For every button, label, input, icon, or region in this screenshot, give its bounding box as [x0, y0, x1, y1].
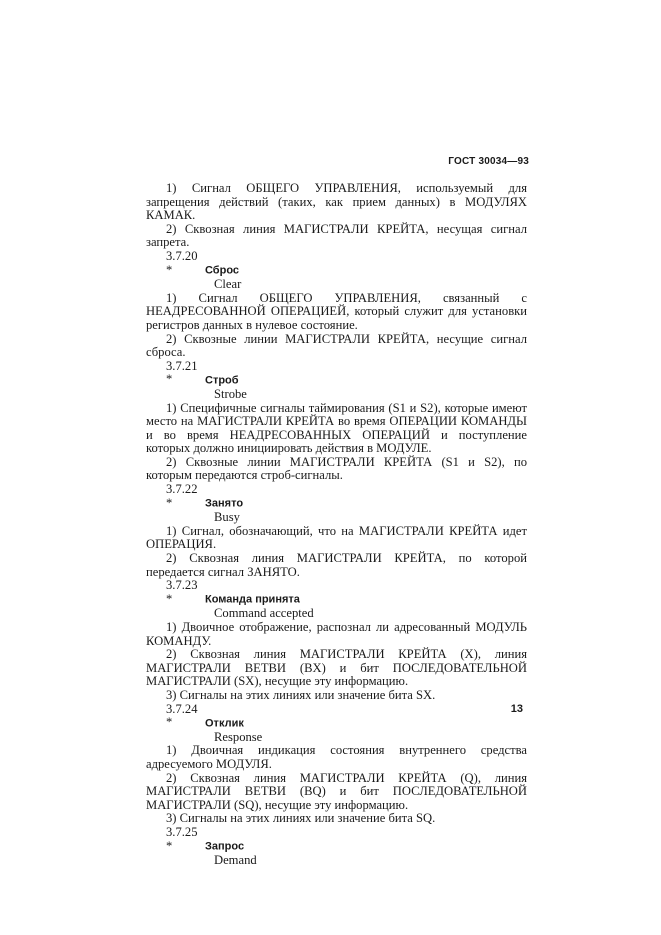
term-number: 3.7.25 *	[166, 824, 198, 853]
paragraph: 2) Сквозные линии МАГИСТРАЛИ КРЕЙТА (S1 и S2), по которым передаются строб-сигналы.	[146, 454, 527, 483]
term-number: 3.7.21 *	[166, 358, 198, 387]
term-english: Clear	[214, 277, 242, 292]
paragraph: 1) Специфичные сигналы таймирования (S1 и S2), которые имеют место на МАГИСТРАЛИ КРЕЙТА во время ОПЕРАЦИИ КОМАНДЫ и во время НЕАДРЕСОВАННЫХ ОПЕРАЦИЙ и поступление которых должно инициировать действия в МОДУЛЕ.	[146, 400, 527, 456]
term-heading	[146, 360, 527, 388]
term-number: 3.7.24 *	[166, 701, 198, 730]
term-heading	[146, 579, 527, 607]
term-heading	[146, 250, 527, 278]
term-number: 3.7.22 *	[166, 482, 198, 510]
paragraph: 2) Сквозная линия МАГИСТРАЛИ КРЕЙТА (X), линия МАГИСТРАЛИ ВЕТВИ (BX) и бит ПОСЛЕДОВАТЕЛЬНОЙ МАГИСТРАЛИ (SX), несущие эту информацию.	[146, 647, 527, 689]
paragraph: 3) Сигналы на этих линиях или значение бита SQ.	[166, 811, 436, 826]
document-header: ГОСТ 30034—93	[448, 156, 529, 167]
term-english: Demand	[214, 853, 257, 868]
document-body	[146, 182, 527, 868]
term-title: Сброс	[205, 264, 240, 277]
term-heading	[146, 826, 527, 854]
page-number: 13	[510, 703, 523, 715]
paragraph: 2) Сквозные линии МАГИСТРАЛИ КРЕЙТА, несущие сигнал сброса.	[146, 331, 527, 360]
term-number: 3.7.23 *	[166, 578, 198, 606]
paragraph: 2) Сквозная линия МАГИСТРАЛИ КРЕЙТА (Q), линия МАГИСТРАЛИ ВЕТВИ (BQ) и бит ПОСЛЕДОВАТЕЛЬНОЙ МАГИСТРАЛИ (SQ), несущие эту информацию.	[146, 770, 527, 812]
term-title: Занято	[205, 497, 244, 510]
term-heading	[146, 703, 527, 731]
term-title: Строб	[205, 374, 239, 387]
term-english: Busy	[214, 510, 240, 525]
paragraph: 1) Сигнал ОБЩЕГО УПРАВЛЕНИЯ, используемый для запрещения действий (таких, как прием данных) в МОДУЛЯХ КАМАК.	[146, 181, 527, 223]
term-heading	[146, 483, 527, 511]
paragraph: 1) Двоичная индикация состояния внутреннего средства адресуемого МОДУЛЯ.	[146, 743, 527, 771]
term-english: Command accepted	[214, 606, 314, 621]
term-title: Отклик	[205, 717, 244, 730]
paragraph: 2) Сквозная линия МАГИСТРАЛИ КРЕЙТА, по которой передается сигнал ЗАНЯТО.	[146, 551, 527, 579]
term-english: Strobe	[214, 386, 247, 401]
term-number: 3.7.20 *	[166, 248, 198, 277]
paragraph: 2) Сквозная линия МАГИСТРАЛИ КРЕЙТА, несущая сигнал запрета.	[146, 221, 527, 250]
paragraph: 1) Двоичное отображение, распознал ли адресованный МОДУЛЬ КОМАНДУ.	[146, 620, 527, 648]
paragraph: 1) Сигнал, обозначающий, что на МАГИСТРАЛИ КРЕЙТА идет ОПЕРАЦИЯ.	[146, 523, 527, 552]
paragraph: 1) Сигнал ОБЩЕГО УПРАВЛЕНИЯ, связанный с НЕАДРЕСОВАННОЙ ОПЕРАЦИЕЙ, который служит для установки регистров данных в нулевое состояние.	[146, 290, 527, 332]
term-title: Команда принята	[205, 593, 300, 606]
term-title: Запрос	[205, 840, 245, 853]
term-english: Response	[214, 729, 263, 744]
paragraph: 3) Сигналы на этих линиях или значение бита SX.	[166, 687, 436, 702]
